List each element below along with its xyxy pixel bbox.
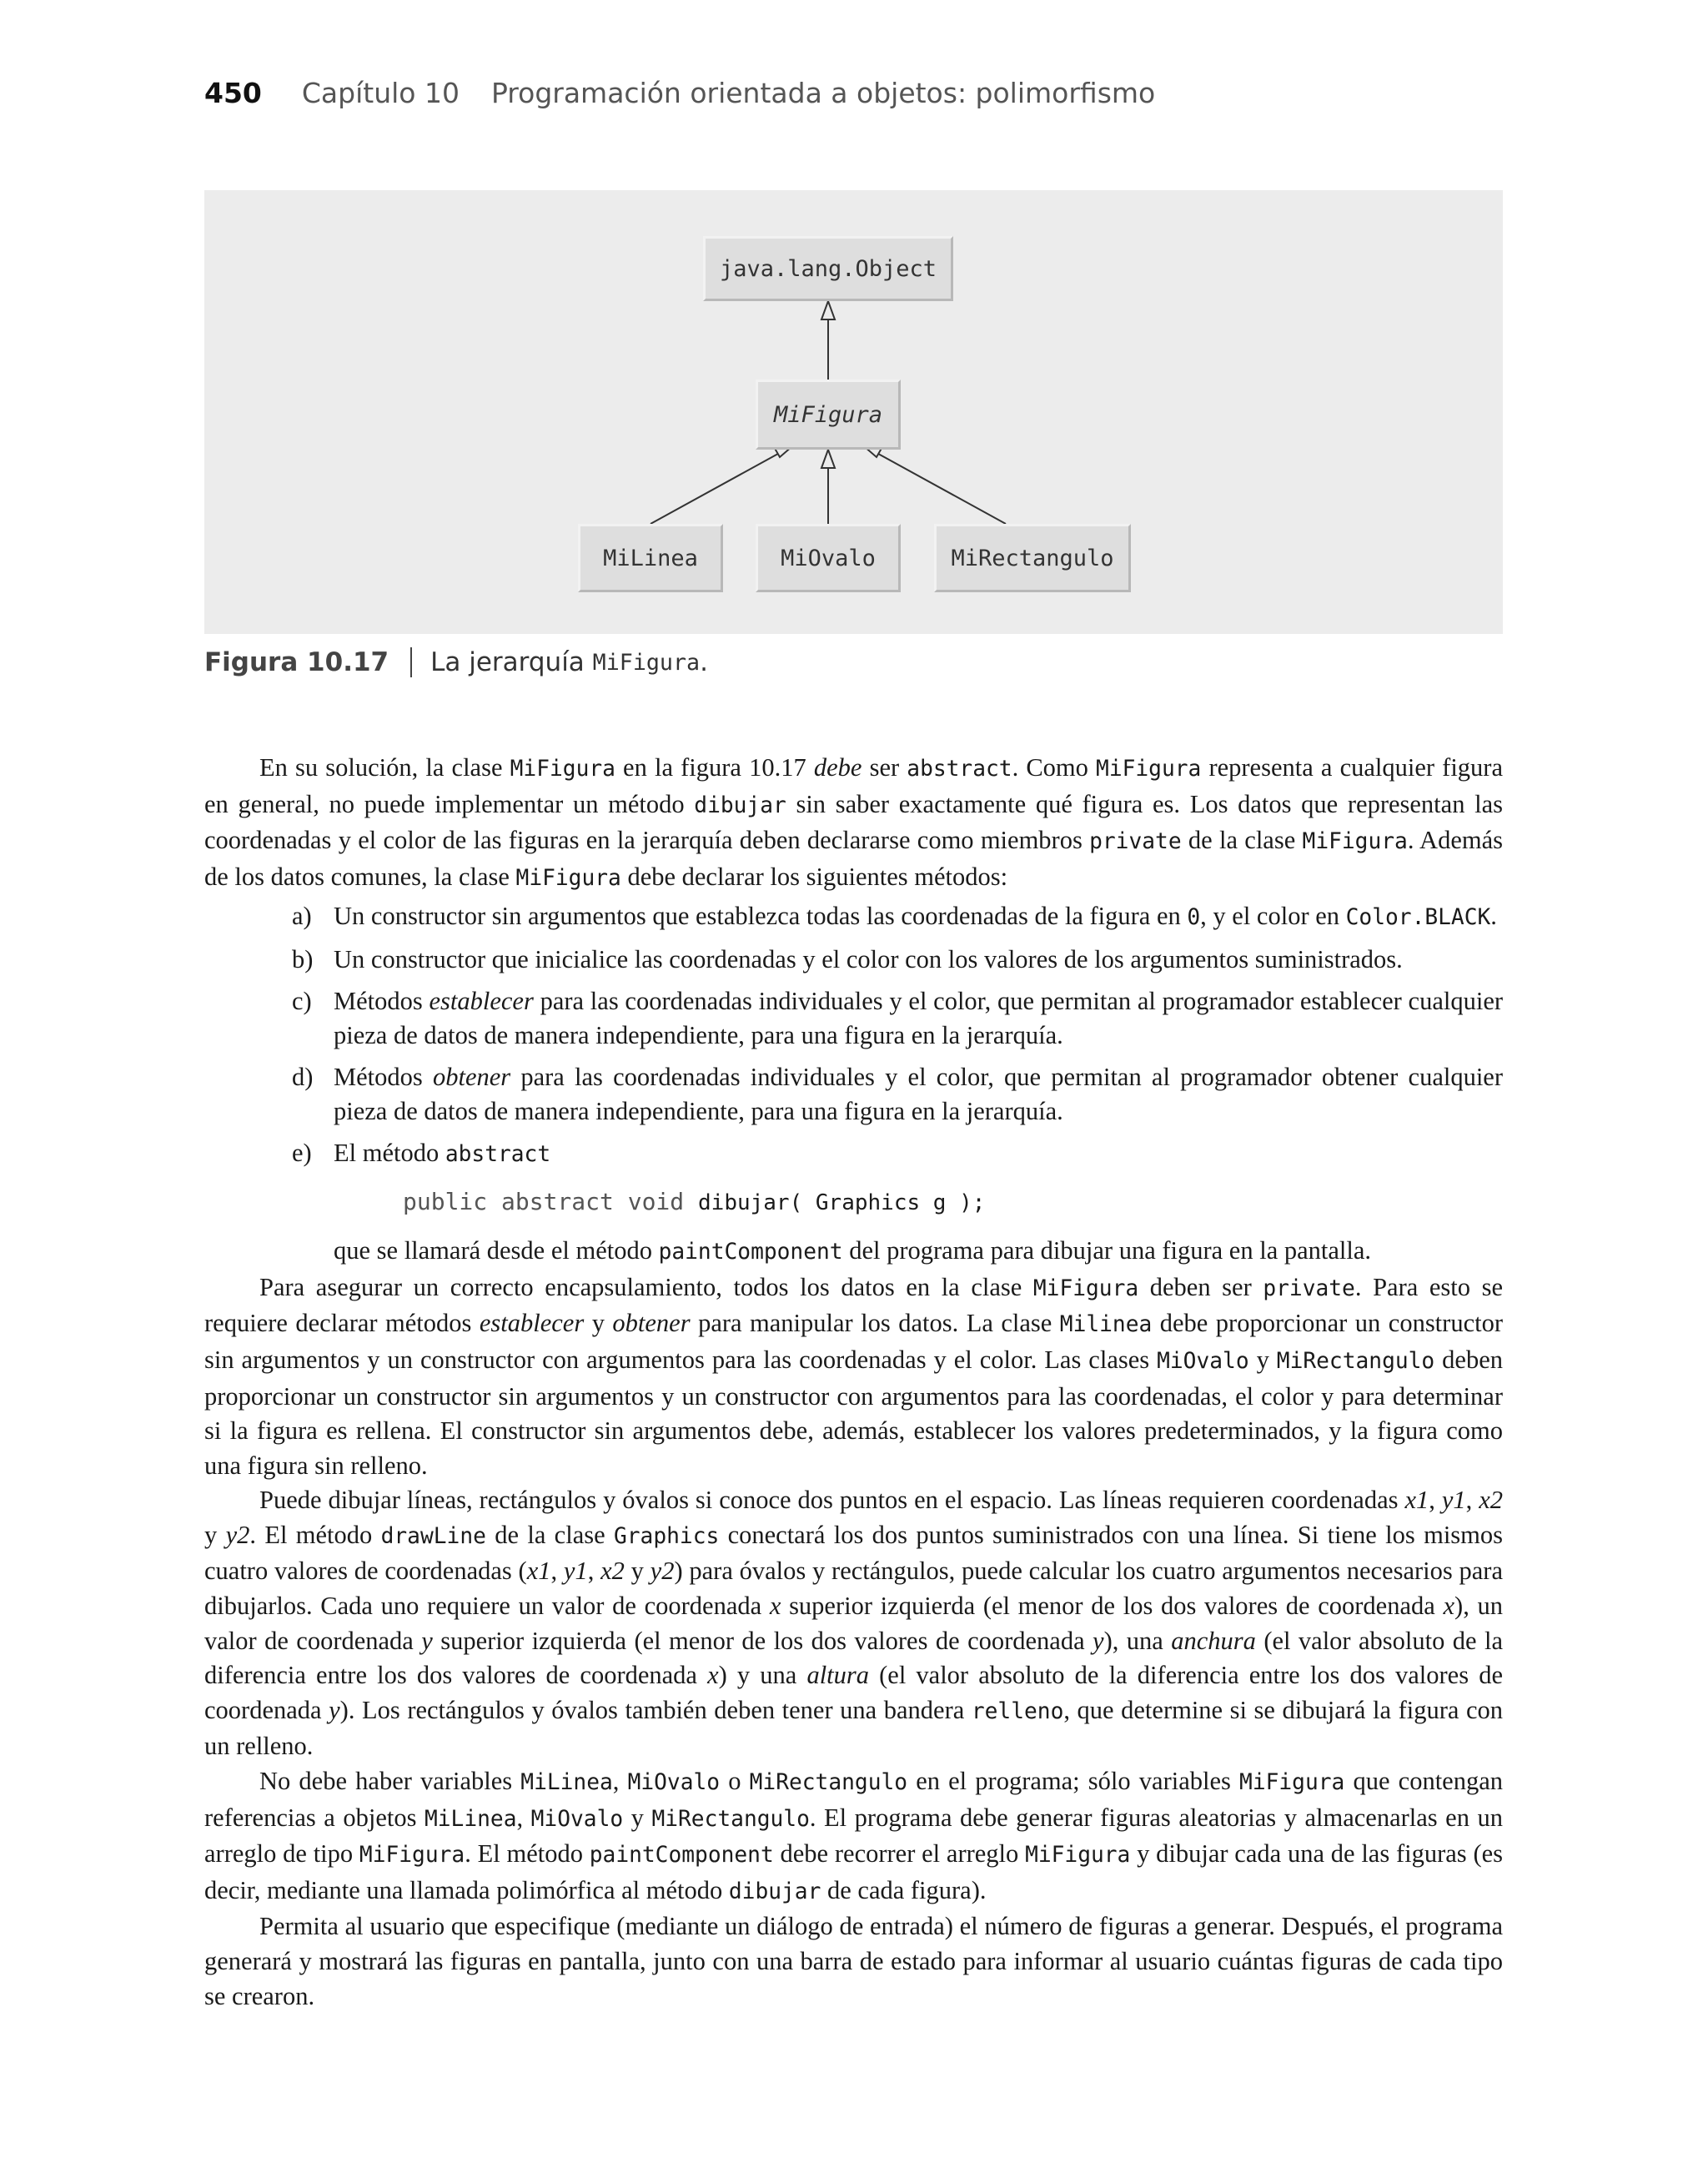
uml-diagram [204, 190, 1503, 634]
code-snippet: public abstract void dibujar( Graphics g ); [403, 1187, 986, 1215]
exercise-text [204, 751, 1503, 2014]
paragraph-encapsulation: Para asegurar un correcto encapsulamiento, todos los datos en la clase MiFigura deben ser private. Para esto se requiere declarar métodos establecer y obtener para manipular los datos. La clase Milinea debe proporcionar un constructor sin argumentos y un constructor con argumentos para las coordenadas y el color. Las clases MiOvalo y MiRectangulo deben proporcionar un constructor sin argumentos y un constructor con argumentos para las coordenadas, el color y para determinar si la figura es rellena. El constructor sin argumentos debe, además, establecer los valores predeterminados, y la figura como una figura sin relleno. [204, 1272, 1504, 1480]
class-miovalo: MiOvalo [756, 524, 901, 592]
chapter-label: Capítulo 10 [301, 77, 460, 109]
class-milinea: MiLinea [578, 524, 723, 592]
connector-mirectangulo [871, 450, 1006, 524]
methods-list [204, 899, 1503, 1172]
inheritance-arrowhead [821, 450, 835, 468]
list-item: d) Métodos obtener para las coordenadas individuales y el color, que permitan al programador obtener cualquier pieza de datos de manera independiente, para una figura en la jerarquía. [292, 1062, 1503, 1126]
paragraph-variables: No debe haber variables MiLinea, MiOvalo o MiRectangulo en el programa; sólo variables MiFigura que contengan referencias a objetos MiLinea, MiOvalo y MiRectangulo. El programa debe generar figuras aleatorias y almacenarlas en un arreglo de tipo MiFigura. El método paintComponent debe recorrer el arreglo MiFigura y dibujar cada una de las figuras (es decir, mediante una llamada polimórfica al método dibujar de cada figura). [204, 1767, 1504, 1904]
list-item: c) Métodos establecer para las coordenadas individuales y el color, que permitan al programador establecer cualquier pieza de datos de manera independiente, para una figura en la jerarquía. [292, 986, 1504, 1050]
caption-divider [410, 647, 412, 677]
chapter-title: Programación orientada a objetos: polimorfismo [490, 77, 1156, 109]
page-number: 450 [204, 77, 262, 109]
page-header [204, 77, 1155, 109]
class-mifigura: MiFigura [756, 380, 901, 450]
connector-milinea [651, 450, 786, 524]
inheritance-arrowhead [821, 301, 835, 319]
caption-code: MiFigura [592, 649, 701, 676]
list-item: e) El método abstract [292, 1138, 551, 1167]
figure-caption: Figura 10.17 La jerarquía MiFigura . [204, 647, 708, 677]
paragraph-user-input: Permita al usuario que especifique (mediante un diálogo de entrada) el número de figuras a generar. Después, el programa generará y mostrará las figuras en pantalla, junto con una barra de estado para informar al usuario cuántas figuras de cada tipo se crearon. [204, 1912, 1503, 2010]
figure-number: Figura 10.17 [204, 647, 389, 677]
class-java-lang-object: java.lang.Object [703, 236, 953, 301]
list-item: a) Un constructor sin argumentos que establezca todas las coordenadas de la figura en 0, y el color en Color.BLACK. [292, 902, 1497, 931]
paragraph-after-code: que se llamará desde el método paintComponent del programa para dibujar una figura en la pantalla. [334, 1236, 1372, 1265]
paragraph-intro: En su solución, la clase MiFigura en la figura 10.17 debe ser abstract. Como MiFigura representa a cualquier figura en general, no puede implementar un método dibujar sin saber exactamente qué figura es. Los datos que representan las coordenadas y el color de las figuras en la jerarquía deben declararse como miembros private de la clase MiFigura. Además de los datos comunes, la clase MiFigura debe declarar los siguientes métodos: [204, 753, 1503, 891]
caption-text: La jerarquía [430, 647, 585, 677]
class-mirectangulo: MiRectangulo [934, 524, 1131, 592]
list-item: b) Un constructor que inicialice las coordenadas y el color con los valores de los argumentos suministrados. [292, 944, 1403, 973]
paragraph-coordinates: Puede dibujar líneas, rectángulos y óvalos si conoce dos puntos en el espacio. Las líneas requieren coordenadas x1, y1, x2 y y2. El método drawLine de la clase Graphics conectará los dos puntos suministrados con una línea. Si tiene los mismos cuatro valores de coordenadas (x1, y1, x2 y y2) para óvalos y rectángulos, puede calcular los cuatro argumentos necesarios para dibujarlos. Cada uno requiere un valor de coordenada x superior izquierda (el menor de los dos valores de coordenada x), un valor de coordenada y superior izquierda (el menor de los dos valores de coordenada y), una anchura (el valor absoluto de la diferencia entre los dos valores de coordenada x) y una altura (el valor absoluto de la diferencia entre los dos valores de coordenada y). Los rectángulos y óvalos también deben tener una bandera relleno, que determine si se dibujará la figura con un relleno. [204, 1486, 1504, 1761]
